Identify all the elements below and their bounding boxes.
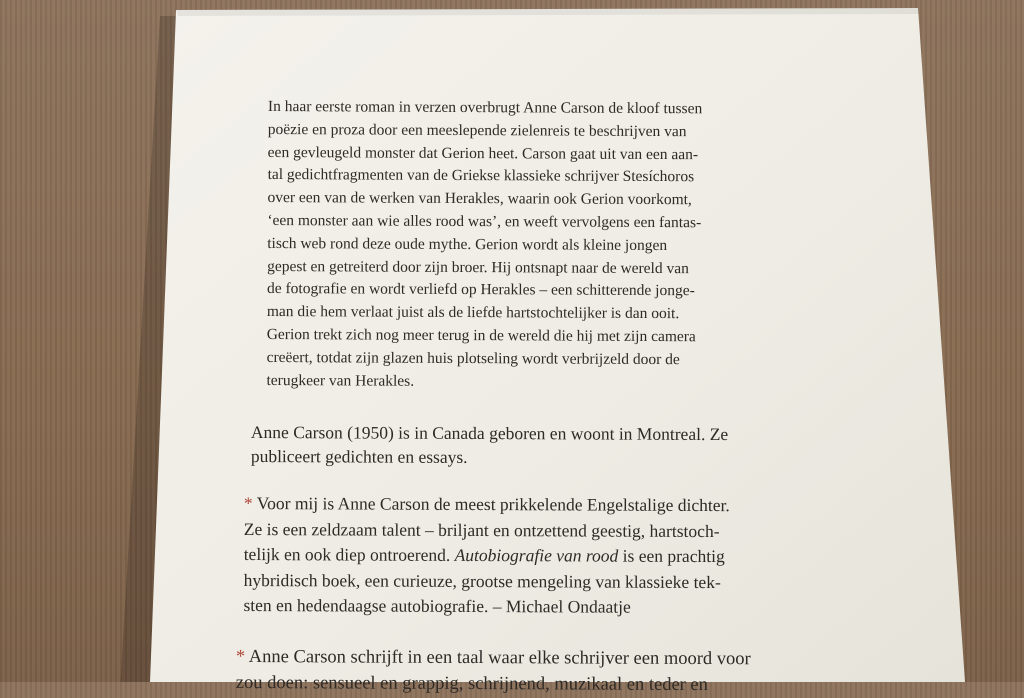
synopsis-line: poëzie en proza door een meeslepende zielenreis te beschrijven van	[267, 120, 687, 140]
review-quote-ondaatje	[243, 491, 729, 621]
author-bio-line: publiceert gedichten en essays.	[250, 445, 468, 467]
asterisk-marker: *	[243, 492, 253, 514]
synopsis-paragraph	[266, 96, 702, 395]
quote-line: telijk en ook diep ontroerend. Autobiografie van rood is een prachtig	[243, 543, 725, 567]
synopsis-line: gepest en getreiterd door zijn broer. Hij ontsnapt naar de wereld van	[267, 257, 689, 277]
quote-line-cut-off: zou doen: sensueel en grappig, schrijnend, muzikaal en teder en	[235, 672, 708, 696]
book-title: Autobiografie van rood	[454, 544, 619, 566]
synopsis-line: man die hem verlaat juist als de liefde hartstochtelijker is dan ooit.	[266, 303, 680, 323]
synopsis-line: creëert, totdat zijn glazen huis plotseling wordt verbrijzeld door de	[266, 348, 680, 368]
synopsis-line: tal gedichtfragmenten van de Griekse klassieke schrijver Stesíchoros	[267, 166, 695, 186]
synopsis-line: tisch web rond deze oude mythe. Gerion wordt als kleine jongen	[267, 234, 668, 254]
review-quote-second	[236, 644, 751, 698]
quote-line: * Voor mij is Anne Carson de meest prikkelende Engelstalige dichter.	[243, 492, 730, 516]
synopsis-line: terugkeer van Herakles.	[266, 371, 415, 390]
synopsis-line: ‘een monster aan wie alles rood was’, en weeft vervolgens een fantas-	[267, 211, 702, 232]
synopsis-line: In haar eerste roman in verzen overbrugt Anne Carson de kloof tussen	[267, 97, 703, 118]
quote-line: sten en hedendaagse autobiografie. – Michael Ondaatje	[243, 594, 631, 617]
synopsis-line: de fotografie en wordt verliefd op Herakles – een schitterende jonge-	[266, 280, 695, 300]
author-bio-paragraph	[251, 420, 728, 470]
synopsis-line: een gevleugeld monster dat Gerion heet. Carson gaat uit van een aan-	[267, 143, 699, 163]
quote-line: Ze is een zeldzaam talent – briljant en ontzettend geestig, hartstoch-	[243, 518, 720, 541]
author-bio-line: Anne Carson (1950) is in Canada geboren en woont in Montreal. Ze	[250, 421, 729, 445]
quote-line: hybridisch boek, een curieuze, grootse mengeling van klassieke tek-	[243, 569, 721, 592]
asterisk-marker: *	[235, 647, 246, 668]
synopsis-line: over een van de werken van Herakles, waarin ook Gerion voorkomt,	[267, 189, 692, 209]
quote-line: * Anne Carson schrijft in een taal waar elke schrijver een moord voor	[235, 647, 751, 670]
synopsis-line: Gerion trekt zich nog meer terug in de wereld die hij met zijn camera	[266, 325, 696, 346]
